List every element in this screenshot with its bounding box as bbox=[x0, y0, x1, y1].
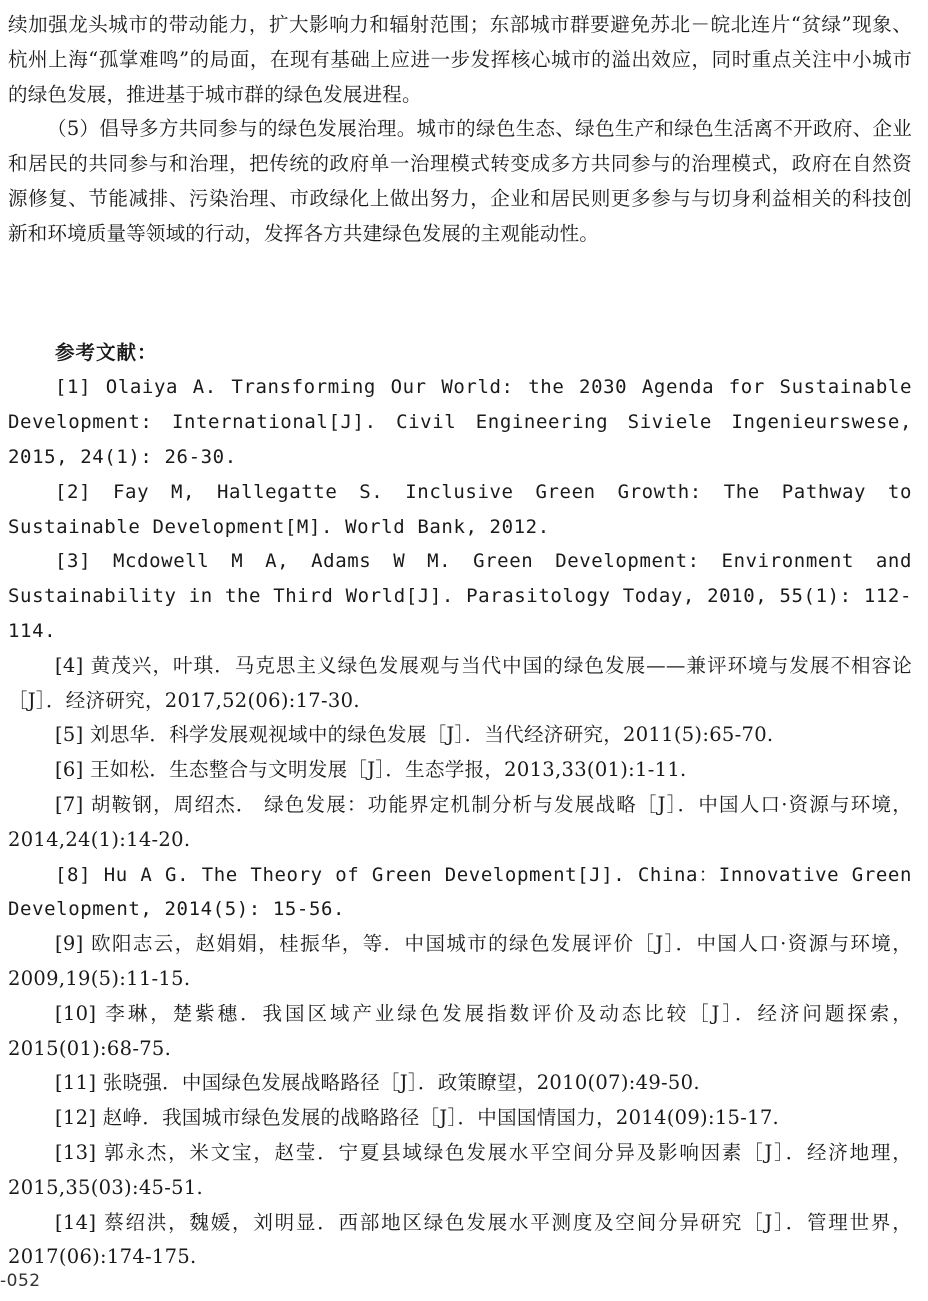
reference-12: [12] 赵峥．我国城市绿色发展的战略路径［J］．中国国情国力，2014(09):15-17. bbox=[55, 1106, 780, 1130]
reference-9: [9] 欧阳志云，赵娟娟，桂振华，等．中国城市的绿色发展评价［J］．中国人口·资源与环境，2009,19(5):11-15. bbox=[8, 932, 912, 990]
body-text bbox=[8, 8, 912, 252]
reference-6: [6] 王如松．生态整合与文明发展［J］．生态学报，2013,33(01):1-11. bbox=[55, 758, 687, 782]
reference-8: [8] Hu A G. The Theory of Green Development[J]. China：Innovative Green Development, 2014(5): 15-56. bbox=[8, 863, 912, 921]
reference-4: [4] 黄茂兴，叶琪．马克思主义绿色发展观与当代中国的绿色发展——兼评环境与发展不相容论［J］．经济研究，2017,52(06):17-30. bbox=[8, 653, 912, 712]
reference-11: [11] 张晓强．中国绿色发展战略路径［J］．政策瞭望，2010(07):49-50. bbox=[55, 1071, 700, 1095]
references-list bbox=[8, 370, 912, 1275]
references-heading: 参考文献： bbox=[55, 340, 158, 364]
reference-1: [1] Olaiya A. Transforming Our World: the 2030 Agenda for Sustainable Development: International[J]. Civil Engineering Siviele Ingenieurswese, 2015, 24(1): 26-30. bbox=[8, 376, 912, 468]
reference-3: [3] Mcdowell M A, Adams W M. Green Development: Environment and Sustainability in the Third World[J]. Parasitology Today, 2010, 55(1): 112-114. bbox=[8, 550, 912, 642]
reference-14: [14] 蔡绍洪，魏媛，刘明显．西部地区绿色发展水平测度及空间分异研究［J］．管理世界，2017(06):174-175. bbox=[8, 1210, 912, 1269]
reference-13: [13] 郭永杰，米文宝，赵莹．宁夏县域绿色发展水平空间分异及影响因素［J］．经济地理，2015,35(03):45-51. bbox=[8, 1140, 912, 1199]
document-page bbox=[8, 8, 912, 1275]
body-paragraph-2: （5）倡导多方共同参与的绿色发展治理。城市的绿色生态、绿色生产和绿色生活离不开政府、企业和居民的共同参与和治理，把传统的政府单一治理模式转变成多方共同参与的治理模式，政府在自然资源修复、节能减排、污染治理、市政绿化上做出努力，企业和居民则更多参与与切身利益相关的科技创新和环境质量等领域的行动，发挥各方共建绿色发展的主观能动性。 bbox=[8, 117, 912, 245]
reference-7: [7] 胡鞍钢，周绍杰． 绿色发展：功能界定机制分析与发展战略［J］．中国人口·资源与环境，2014,24(1):14-20. bbox=[8, 792, 912, 851]
page-number: -052 bbox=[0, 1271, 41, 1291]
reference-10: [10] 李琳，楚紫穗．我国区域产业绿色发展指数评价及动态比较［J］．经济问题探索，2015(01):68-75. bbox=[8, 1001, 912, 1060]
reference-5: [5] 刘思华．科学发展观视域中的绿色发展［J］．当代经济研究，2011(5):65-70. bbox=[55, 723, 774, 747]
reference-2: [2] Fay M, Hallegatte S. Inclusive Green Growth: The Pathway to Sustainable Development[M]. World Bank, 2012. bbox=[8, 480, 912, 538]
body-paragraph-1: 续加强龙头城市的带动能力，扩大影响力和辐射范围；东部城市群要避免苏北－皖北连片“贫绿”现象、杭州上海“孤掌难鸣”的局面，在现有基础上应进一步发挥核心城市的溢出效应，同时重点关注中小城市的绿色发展，推进基于城市群的绿色发展进程。 bbox=[8, 13, 912, 106]
